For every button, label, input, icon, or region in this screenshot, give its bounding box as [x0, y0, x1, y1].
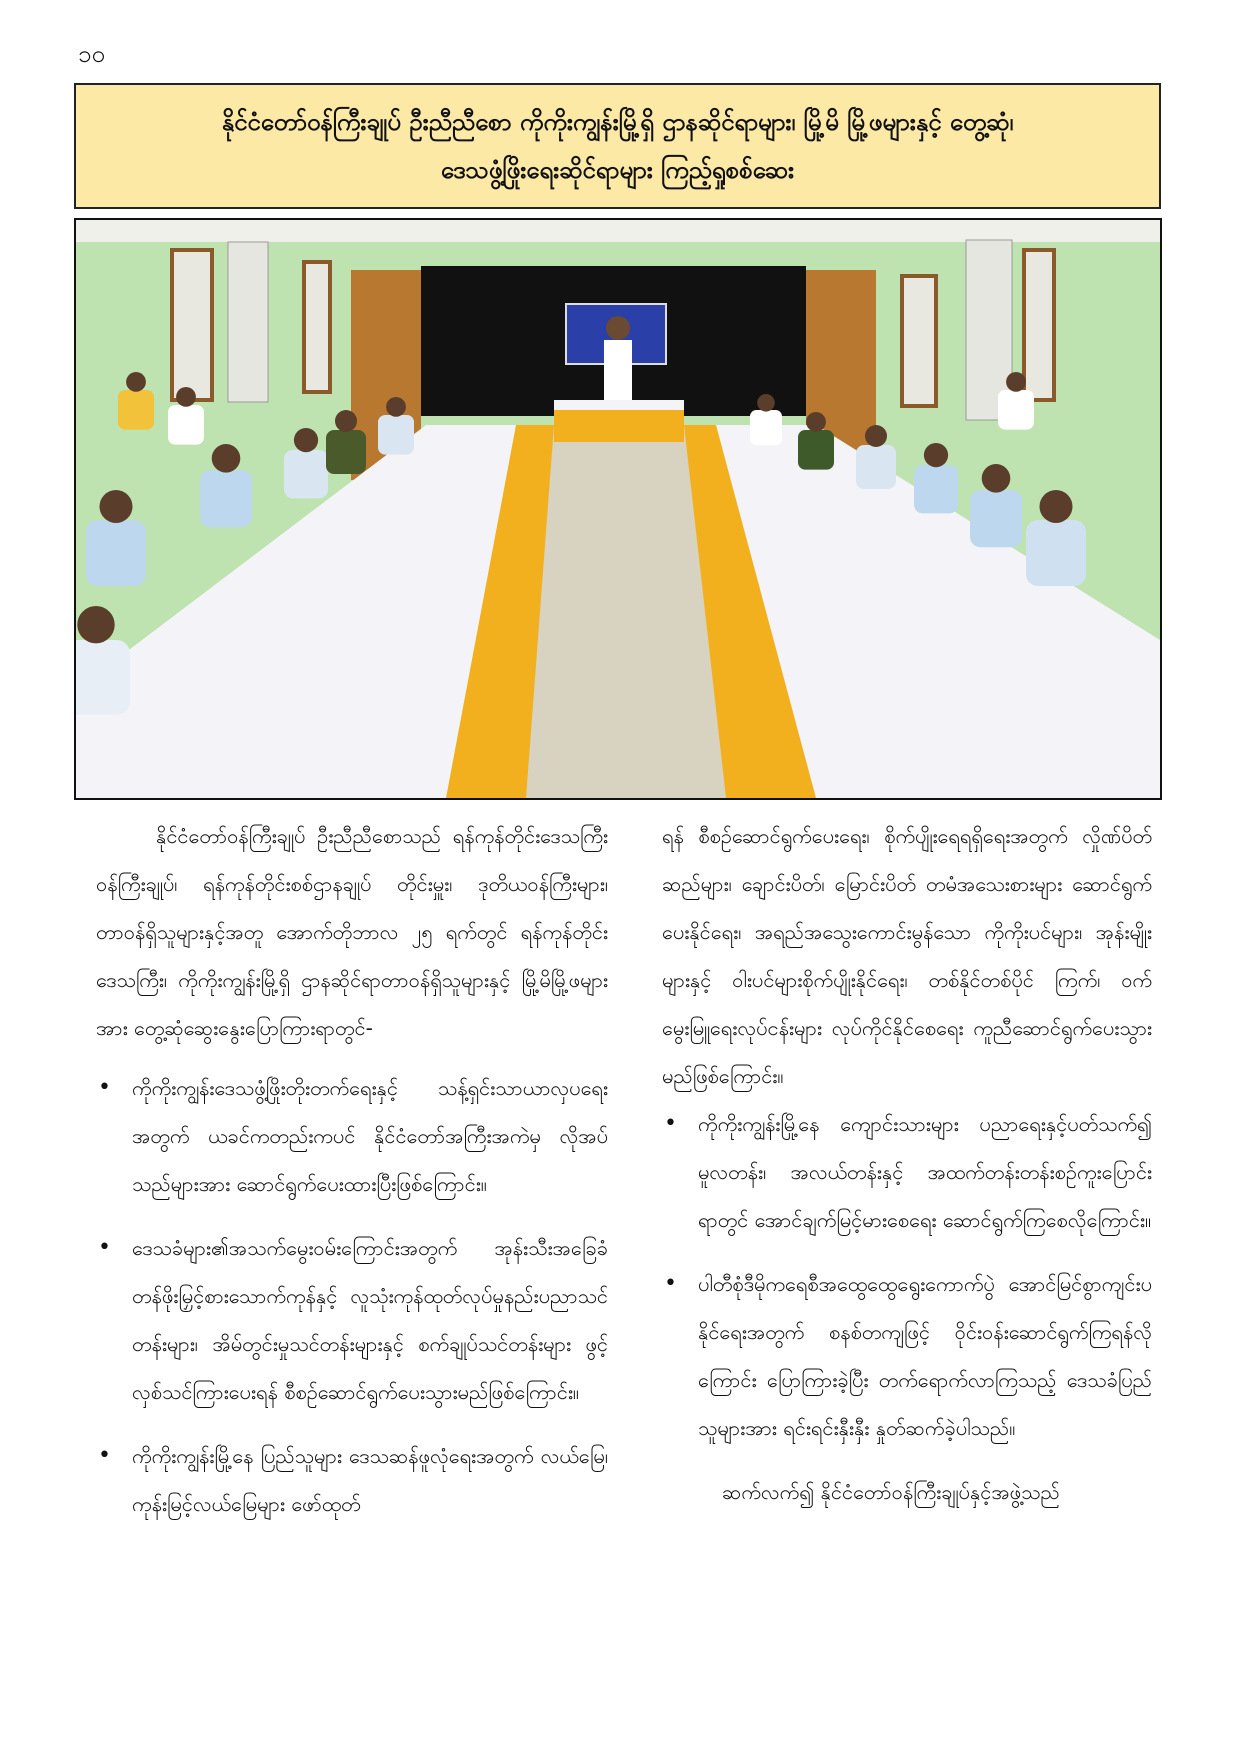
attendee-head: [126, 372, 146, 392]
bullet-text: ကိုကိုးကျွန်းမြို့နေ ကျောင်းသားများ ပညာရေးနှင့်ပတ်သက်၍ မူလတန်း၊ အလယ်တန်းနှင့် အထက်တန်းတန်းစဉ်ကူးပြောင်းရာတွင် အောင်ချက်မြင့်မားစေရေး ဆောင်ရွက်ကြစေလိုကြောင်း။: [698, 1112, 1152, 1232]
attendee-body: [914, 465, 958, 513]
article-continuation: ရန် စီစဉ်ဆောင်ရွက်ပေးရေး၊ စိုက်ပျိုးရေရရှိရေးအတွက် လှိုဏ်ပိတ်ဆည်များ၊ ချောင်းပိတ်၊ မြောင်းပိတ် တမံအသေးစားများ ဆောင်ရွက်ပေးနိုင်ရေး၊ အရည်အသွေးကောင်းမွန်သော ကိုကိုးပင်များ၊ အုန်းမျိုးများနှင့် ဝါးပင်များစိုက်ပျိုးနိုင်ရေး၊ တစ်နိုင်တစ်ပိုင် ကြက်၊ ဝက် မွေးမြူရေးလုပ်ငန်းများ လုပ်ကိုင်နိုင်စေရေး ကူညီဆောင်ရွက်ပေးသွားမည်ဖြစ်ကြောင်း။: [662, 824, 1152, 1088]
bullet-dot-icon: •: [98, 1443, 111, 1468]
attendee-body: [284, 450, 328, 498]
article-column-right: [662, 812, 1152, 1516]
bullet-text: ကိုကိုးကျွန်းမြို့နေ ပြည်သူများ ဒေသဆန်ဖူလုံရေးအတွက် လယ်မြေ၊ ကုန်းမြင့်လယ်မြေများ ဖော်ထုတ်: [132, 1444, 608, 1516]
attendee-body: [378, 415, 414, 455]
window-right-2: [1024, 250, 1054, 400]
attendee-head: [100, 490, 133, 523]
ceiling: [76, 220, 1160, 242]
bullet-dot-icon: •: [664, 1111, 677, 1136]
bullet-text: ကိုကိုးကျွန်းဒေသဖွံ့ဖြိုးတိုးတက်ရေးနှင့် သန့်ရှင်းသာယာလှပရေးအတွက် ယခင်ကတည်းကပင် နိုင်ငံတော်အကြီးအကဲမှ လိုအပ်သည်များအား ဆောင်ရွက်ပေးထားပြီးဖြစ်ကြောင်း။: [132, 1076, 608, 1196]
attendee-body: [168, 405, 204, 445]
bullet-item: [96, 1432, 608, 1528]
attendee-head: [212, 444, 241, 473]
attendee-head: [924, 443, 948, 467]
attendee-body: [1026, 520, 1086, 586]
attendee-body: [86, 520, 146, 586]
bullet-list-right: [662, 1100, 1152, 1452]
page-number: ၁၀: [78, 40, 105, 68]
meeting-photo: [74, 218, 1162, 800]
bullet-dot-icon: •: [98, 1235, 111, 1260]
bullet-item: [96, 1064, 608, 1208]
speaker-head: [606, 316, 630, 340]
attendee-head: [77, 606, 114, 643]
headline-line-1: နိုင်ငံတော်ဝန်ကြီးချုပ် ဦးညီညီစော ကိုကိုးကျွန်းမြို့ရှိ ဌာနဆိုင်ရာများ၊ မြို့မိ မြို့ဖများနှင့် တွေ့ဆုံ၊: [221, 108, 1014, 136]
attendee-body: [750, 410, 782, 445]
window-left-2: [304, 262, 330, 392]
window-right-1: [902, 276, 936, 406]
headline-line-2: ဒေသဖွံ့ဖြိုးရေးဆိုင်ရာများ ကြည့်ရှုစစ်ဆေး: [440, 156, 795, 184]
attendee-body: [326, 430, 366, 474]
headline-box: [74, 83, 1161, 209]
bullet-item: [96, 1224, 608, 1416]
attendee-head: [386, 397, 406, 417]
head-table-skirt: [554, 410, 684, 442]
attendee-head: [757, 394, 775, 412]
attendee-body: [798, 430, 834, 470]
bullet-text: ဒေသခံများ၏အသက်မွေးဝမ်းကြောင်းအတွက် အုန်းသီးအခြေခံတန်ဖိုးမြှင့်စားသောက်ကုန်နှင့် လူသုံးကုန်ထုတ်လုပ်မှုနည်းပညာသင်တန်းများ၊ အိမ်တွင်းမှုသင်တန်းများနှင့် စက်ချုပ်သင်တန်းများ ဖွင့်လှစ်သင်ကြားပေးရန် စီစဉ်ဆောင်ရွက်ပေးသွားမည်ဖြစ်ကြောင်း။: [132, 1236, 608, 1404]
bullet-text: ပါတီစုံဒီမိုကရေစီအထွေထွေရွေးကောက်ပွဲ အောင်မြင်စွာကျင်းပနိုင်ရေးအတွက် စနစ်တကျဖြင့် ဝိုင်းဝန်းဆောင်ရွက်ကြရန်လိုကြောင်း ပြောကြားခဲ့ပြီး တက်ရောက်လာကြသည့် ဒေသခံပြည်သူများအား ရင်းရင်းနှီးနှီး နှုတ်ဆက်ခဲ့ပါသည်။: [698, 1272, 1152, 1440]
article-closing: ဆက်လက်၍ နိုင်ငံတော်ဝန်ကြီးချုပ်နှင့်အဖွဲ့သည်: [722, 1480, 1060, 1504]
bullet-dot-icon: •: [664, 1271, 677, 1296]
speaker-body: [604, 340, 632, 400]
attendee-head: [1040, 490, 1073, 523]
attendee-head: [294, 428, 318, 452]
bullet-item: [662, 1100, 1152, 1244]
attendee-head: [806, 412, 826, 432]
attendee-body: [200, 470, 252, 527]
meeting-photo-illustration: [76, 220, 1160, 798]
bullet-list-left: [96, 1064, 608, 1528]
bullet-item: [662, 1260, 1152, 1452]
attendee-body: [118, 390, 154, 430]
attendee-head: [1006, 372, 1026, 392]
attendee-body: [76, 640, 130, 715]
window-left-1: [172, 250, 212, 400]
attendee-head: [982, 464, 1011, 493]
attendee-head: [865, 425, 887, 447]
attendee-body: [856, 445, 896, 489]
article-column-left: [96, 812, 608, 1544]
wall-map-left: [228, 242, 268, 402]
attendee-body: [998, 390, 1034, 430]
attendee-head: [335, 410, 357, 432]
attendee-head: [176, 387, 196, 407]
attendee-body: [970, 490, 1022, 547]
bullet-dot-icon: •: [98, 1075, 111, 1100]
article-intro: နိုင်ငံတော်ဝန်ကြီးချုပ် ဦးညီညီစောသည် ရန်ကုန်တိုင်းဒေသကြီးဝန်ကြီးချုပ်၊ ရန်ကုန်တိုင်းစစ်ဌာနချုပ် တိုင်းမှူး၊ ဒုတိယဝန်ကြီးများ၊ တာဝန်ရှိသူများနှင့်အတူ အောက်တိုဘာလ ၂၅ ရက်တွင် ရန်ကုန်တိုင်းဒေသကြီး၊ ကိုကိုးကျွန်းမြို့ရှိ ဌာနဆိုင်ရာတာဝန်ရှိသူများနှင့် မြို့မိမြို့ဖများအား တွေ့ဆုံဆွေးနွေးပြောကြားရာတွင်-: [96, 824, 608, 1040]
